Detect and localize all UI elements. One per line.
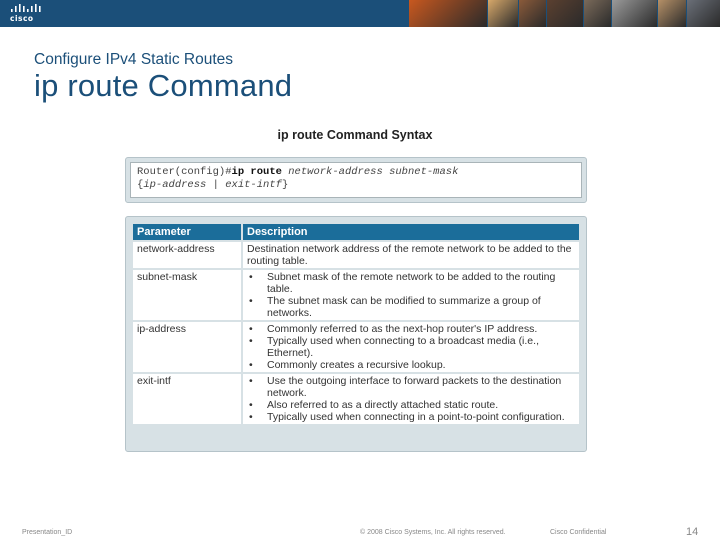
- table-header-row: [133, 224, 579, 240]
- syntax-frame: [125, 157, 587, 203]
- cisco-logo-text: cisco: [10, 14, 34, 23]
- parameter-table-frame: [125, 216, 587, 452]
- syntax-figure: [110, 120, 600, 460]
- parameter-cell: subnet-mask: [133, 270, 241, 320]
- syntax-prompt: Router(config)#: [137, 166, 232, 178]
- parameter-cell: exit-intf: [133, 374, 241, 424]
- header-parameter: Parameter: [133, 224, 241, 240]
- description-bullet: • Typically used when connecting to a broadcast media (i.e., Ethernet).: [247, 335, 575, 359]
- table-body: [133, 242, 579, 424]
- photo-tile-portrait: [584, 0, 611, 27]
- table-row: [133, 242, 579, 268]
- photo-tile-portrait: [547, 0, 582, 27]
- photo-tile-portrait: [612, 0, 657, 27]
- syntax-brace-close: }: [281, 179, 289, 191]
- figure-title: ip route Command Syntax: [277, 128, 433, 142]
- description-bullets: [247, 375, 575, 423]
- syntax-args-line1: network-address subnet-mask: [288, 166, 459, 178]
- parameter-table: [131, 222, 581, 426]
- photo-tile-orange: [409, 0, 487, 27]
- parameter-cell: network-address: [133, 242, 241, 268]
- page-number: 14: [686, 526, 699, 538]
- description-cell: [243, 242, 579, 268]
- syntax-line-2: [137, 179, 575, 192]
- description-bullet: • Commonly creates a recursive lookup.: [247, 359, 575, 371]
- slide-subtitle: Configure IPv4 Static Routes: [34, 51, 234, 68]
- header-description: Description: [243, 224, 579, 240]
- description-bullet: • Also referred to as a directly attached static route.: [247, 399, 575, 411]
- command-syntax-box: [130, 162, 582, 198]
- table-row: [133, 322, 579, 372]
- parameter-cell: ip-address: [133, 322, 241, 372]
- syntax-line-1: [137, 166, 575, 179]
- footer-copyright: © 2008 Cisco Systems, Inc. All rights reserved.: [360, 529, 506, 536]
- photo-tile-portrait: [658, 0, 685, 27]
- description-cell: [243, 322, 579, 372]
- header-bar: [0, 0, 720, 27]
- table-row: [133, 270, 579, 320]
- syntax-keyword: ip route: [231, 166, 282, 178]
- cisco-logo-bars-icon: [10, 4, 44, 13]
- photo-tile-portrait: [687, 0, 720, 27]
- header-photo-strip: [408, 0, 720, 27]
- description-bullet: • Commonly referred to as the next-hop router's IP address.: [247, 323, 575, 335]
- syntax-brace-open: {: [137, 179, 144, 191]
- description-bullet: • Use the outgoing interface to forward packets to the destination network.: [247, 375, 575, 399]
- description-bullets: [247, 271, 575, 319]
- table-row: [133, 374, 579, 424]
- cisco-logo: [10, 4, 44, 24]
- description-bullet: • Subnet mask of the remote network to be added to the routing table.: [247, 271, 575, 295]
- photo-tile-portrait: [519, 0, 546, 27]
- description-text: Destination network address of the remote network to be added to the routing table.: [247, 243, 572, 267]
- syntax-args-line2: ip-address | exit-intf: [143, 179, 282, 191]
- description-cell: [243, 270, 579, 320]
- footer-confidential: Cisco Confidential: [550, 529, 607, 536]
- description-bullet: • Typically used when connecting in a point-to-point configuration.: [247, 411, 575, 423]
- photo-tile-portrait: [488, 0, 517, 27]
- description-bullets: [247, 323, 575, 371]
- description-bullet: • The subnet mask can be modified to summarize a group of networks.: [247, 295, 575, 319]
- footer-presentation-id: Presentation_ID: [22, 529, 73, 536]
- description-cell: [243, 374, 579, 424]
- slide-title: ip route Command: [34, 68, 293, 103]
